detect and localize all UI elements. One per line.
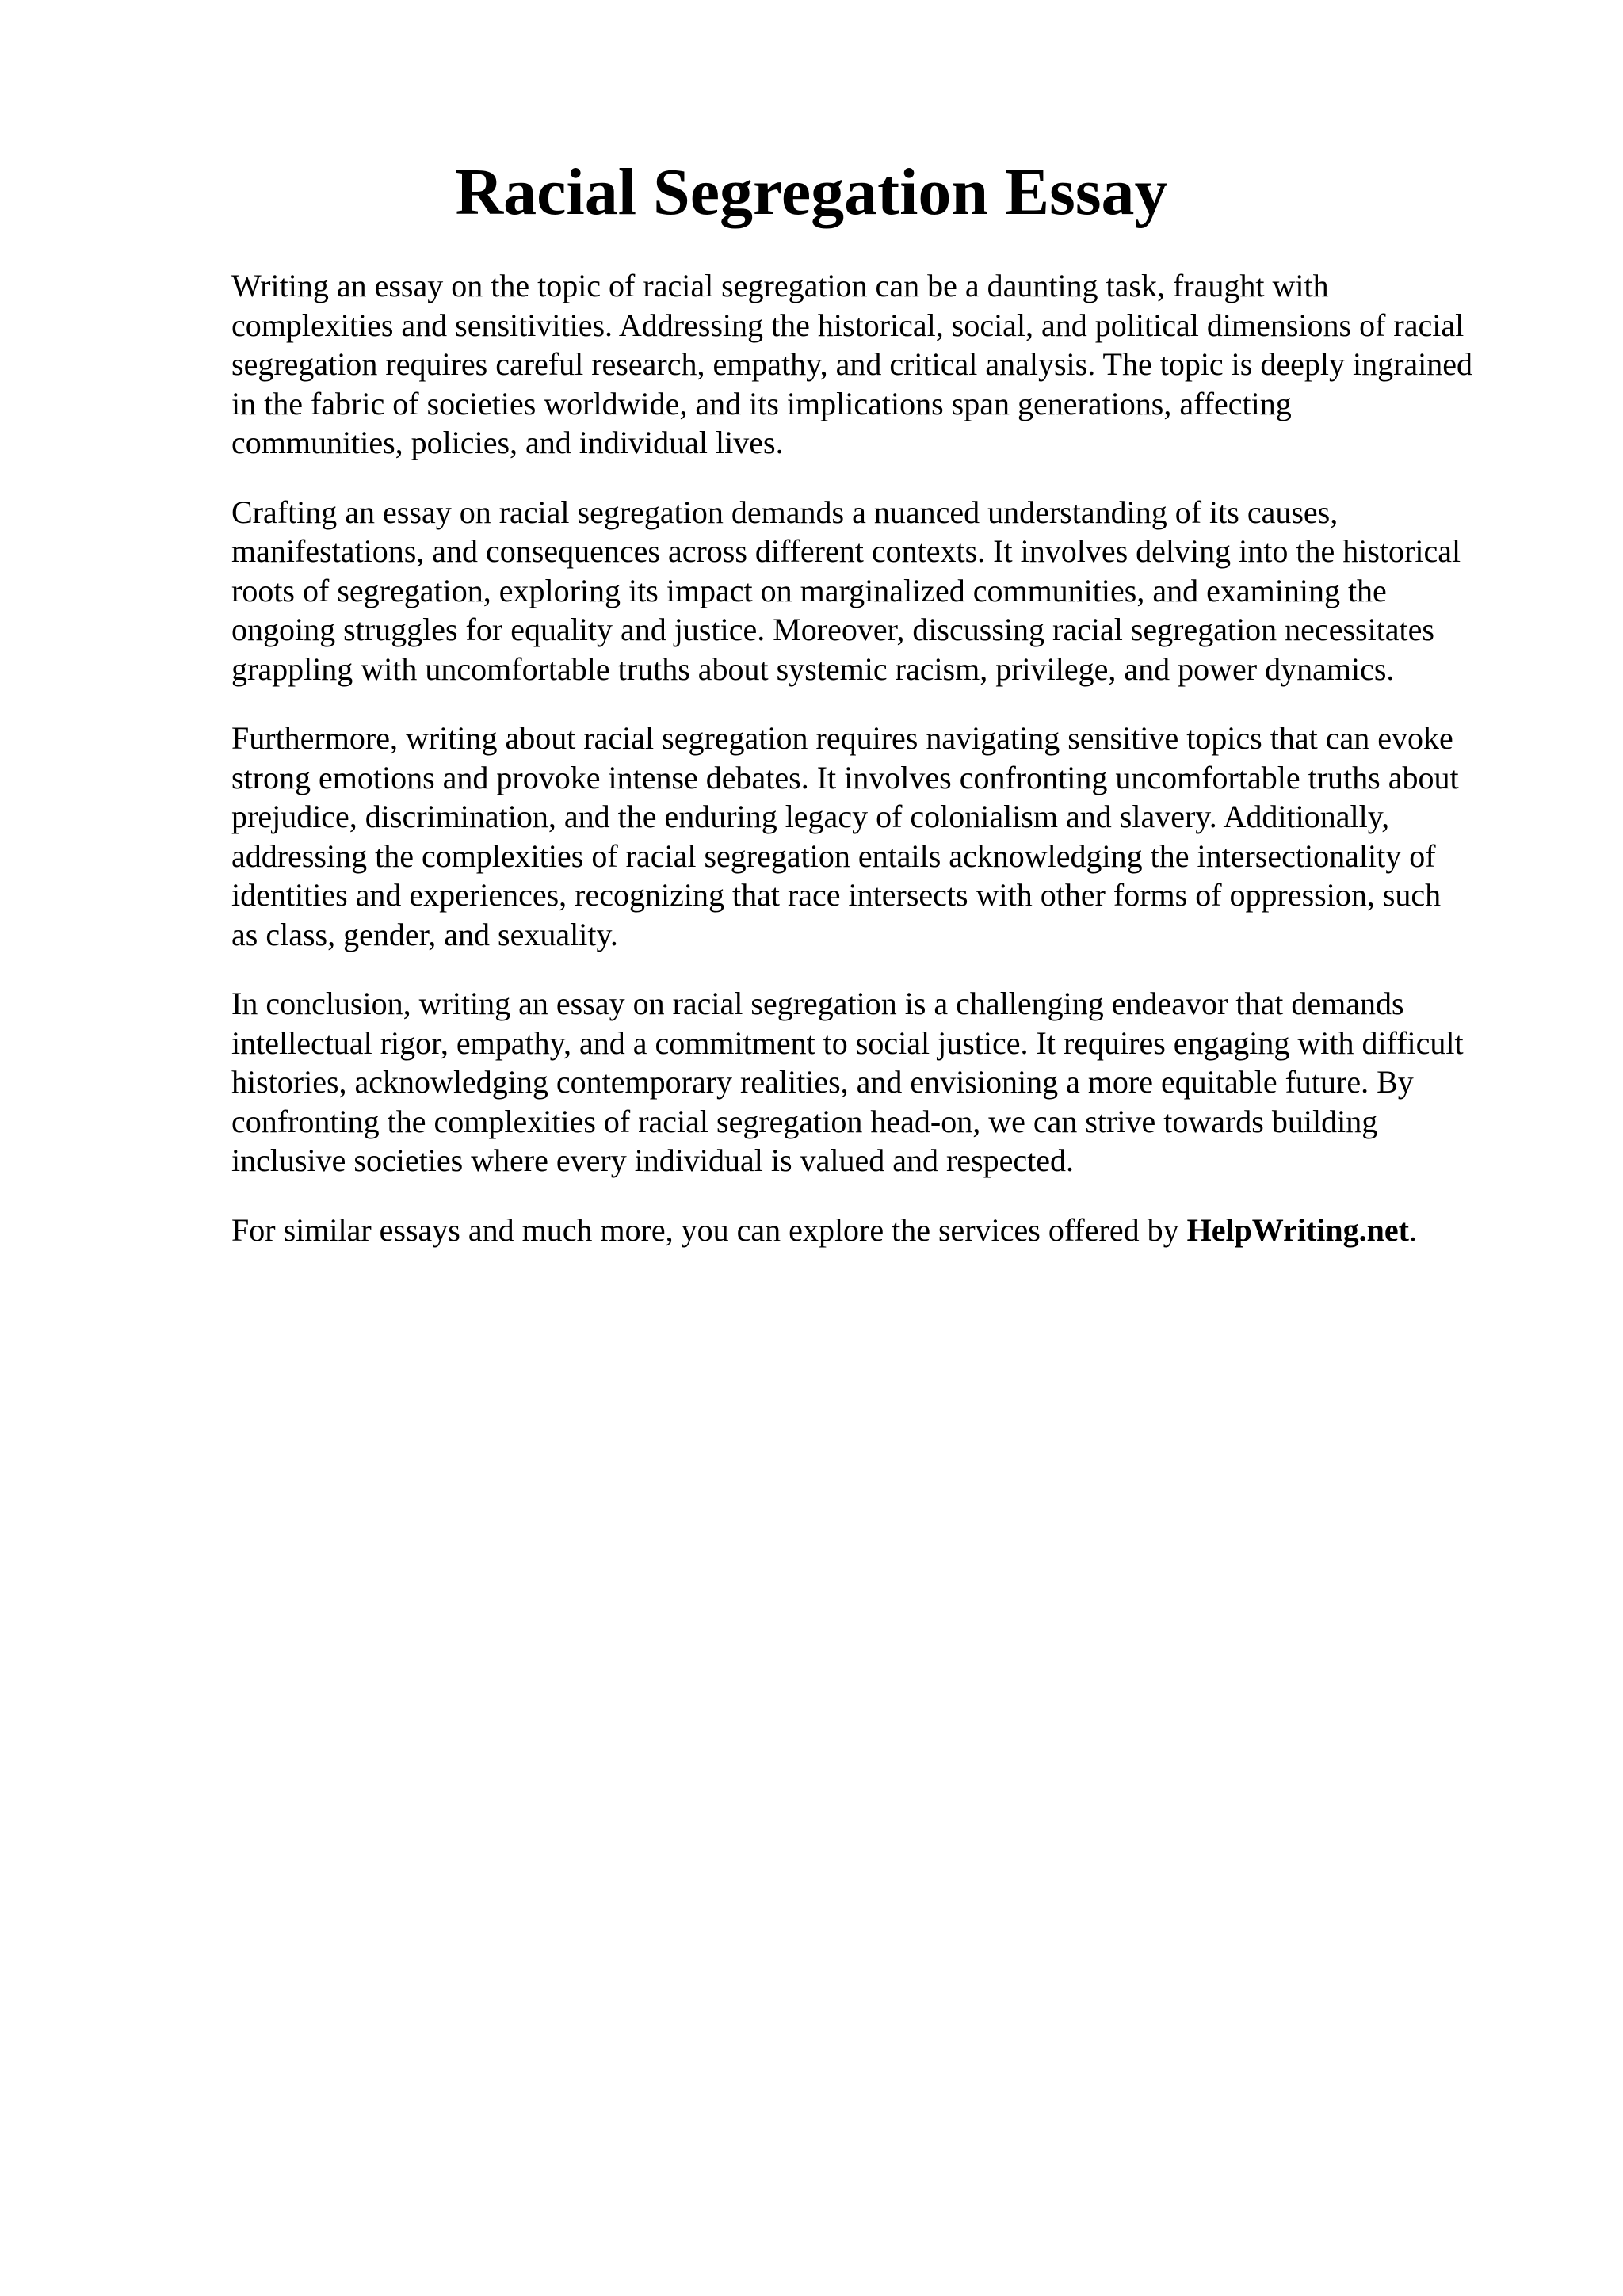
paragraph-line: inclusive societies where every individual is valued and respected. — [231, 1142, 1074, 1178]
paragraph-line: ongoing struggles for equality and justice. Moreover, discussing racial segregation necessitates — [231, 612, 1434, 647]
page-title: Racial Segregation Essay — [455, 155, 1168, 229]
paragraph-line: grappling with uncomfortable truths about systemic racism, privilege, and power dynamics. — [231, 650, 1395, 687]
essay-body — [231, 266, 1531, 1280]
paragraph-line: identities and experiences, recognizing that race intersects with other forms of oppression, such — [231, 877, 1442, 913]
paragraph-1 — [231, 266, 1531, 463]
paragraph-line: segregation requires careful research, empathy, and critical analysis. The topic is deeply ingrained — [231, 346, 1473, 382]
paragraph-line: prejudice, discrimination, and the enduring legacy of colonialism and slavery. Additionally, — [231, 799, 1390, 834]
paragraph-line: strong emotions and provoke intense debates. It involves confronting uncomfortable truths about — [231, 759, 1459, 795]
paragraph-line: communities, policies, and individual lives. — [231, 425, 784, 460]
closing-period: . — [1408, 1211, 1417, 1248]
paragraph-line: Crafting an essay on racial segregation demands a nuanced understanding of its causes, — [231, 494, 1338, 530]
paragraph-line: confronting the complexities of racial segregation head-on, we can strive towards building — [231, 1103, 1378, 1139]
helpwriting-link[interactable]: HelpWriting.net — [1186, 1211, 1409, 1248]
paragraph-line: in the fabric of societies worldwide, and its implications span generations, affecting — [231, 385, 1292, 421]
paragraph-line: as class, gender, and sexuality. — [231, 916, 618, 952]
paragraph-line: roots of segregation, exploring its impact on marginalized communities, and examining the — [231, 572, 1387, 608]
paragraph-line: In conclusion, writing an essay on racial segregation is a challenging endeavor that demands — [231, 986, 1404, 1021]
paragraph-line: manifestations, and consequences across different contexts. It involves delving into the historical — [231, 533, 1461, 569]
paragraph-line: histories, acknowledging contemporary realities, and envisioning a more equitable future. By — [231, 1064, 1414, 1100]
paragraph-line: addressing the complexities of racial segregation entails acknowledging the intersectionality of — [231, 837, 1436, 874]
closing-paragraph — [231, 1211, 1531, 1250]
paragraph-line: Writing an essay on the topic of racial segregation can be a daunting task, fraught with — [231, 268, 1329, 303]
paragraph-line: complexities and sensitivities. Addressing the historical, social, and political dimensions of racial — [231, 307, 1465, 343]
paragraph-2 — [231, 493, 1531, 689]
paragraph-line: Furthermore, writing about racial segregation requires navigating sensitive topics that can evoke — [231, 720, 1453, 756]
paragraph-4 — [231, 984, 1531, 1180]
closing-text: For similar essays and much more, you can explore the services offered by — [231, 1211, 1187, 1248]
paragraph-3 — [231, 719, 1531, 954]
paragraph-line: intellectual rigor, empathy, and a commitment to social justice. It requires engaging with difficult — [231, 1024, 1464, 1061]
